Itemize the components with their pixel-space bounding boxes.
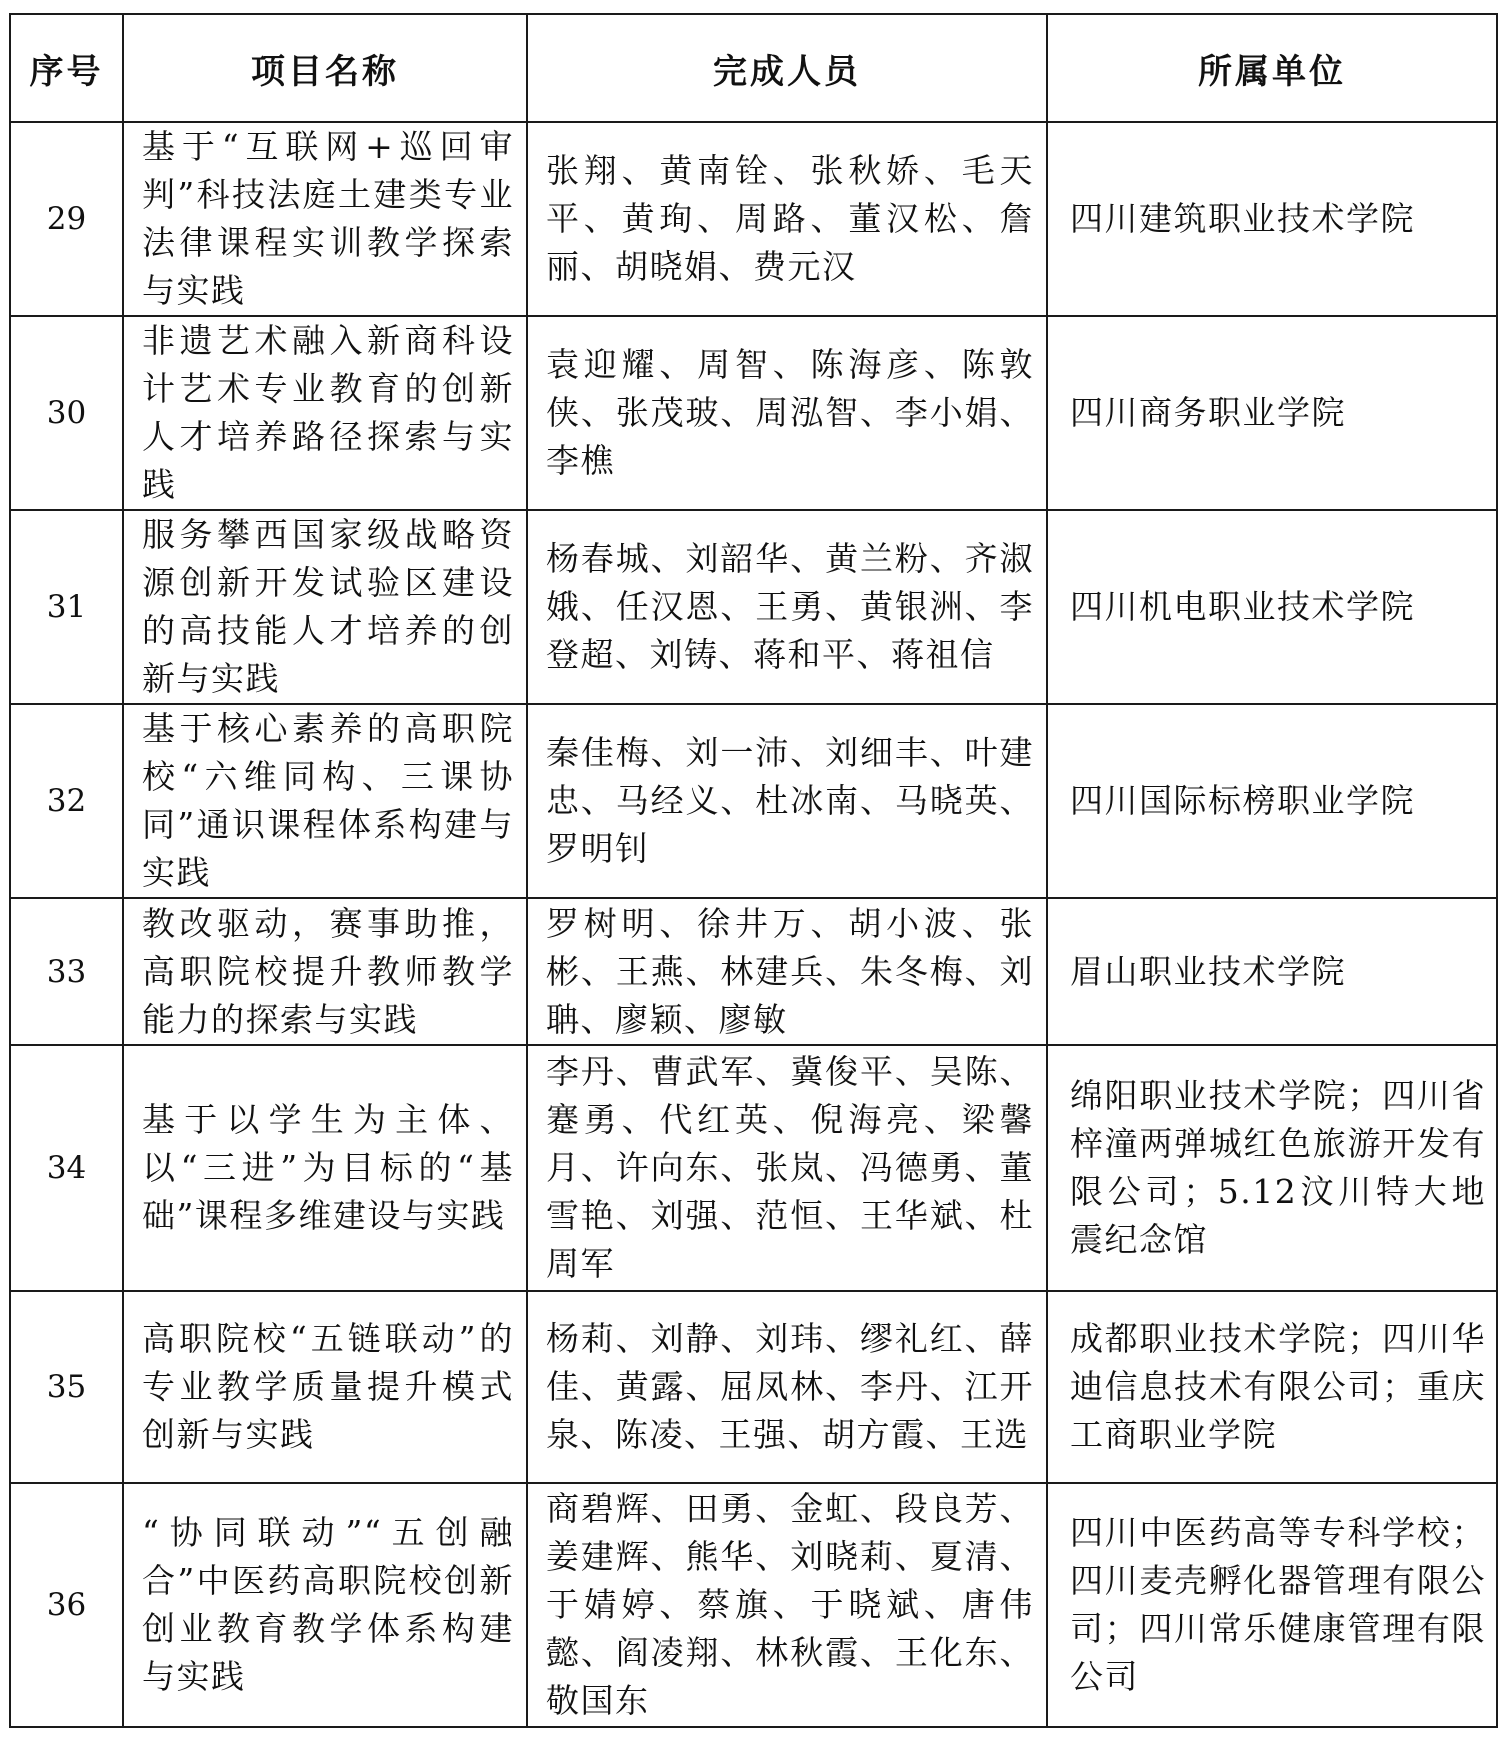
row-seq: 34 xyxy=(10,1045,123,1291)
table-row xyxy=(10,1045,1497,1291)
row-members: 杨莉、刘静、刘玮、缪礼红、薛佳、黄露、屈凤林、李丹、江开泉、陈凌、王强、胡方霞、王选 xyxy=(527,1291,1047,1483)
row-project-name: 教改驱动，赛事助推，高职院校提升教师教学能力的探索与实践 xyxy=(123,898,527,1045)
header-unit: 所属单位 xyxy=(1047,14,1497,122)
row-project-name: 非遗艺术融入新商科设计艺术专业教育的创新人才培养路径探索与实践 xyxy=(123,316,527,510)
row-seq: 33 xyxy=(10,898,123,1045)
row-seq: 31 xyxy=(10,510,123,704)
row-members: 李丹、曹武军、冀俊平、吴陈、蹇勇、代红英、倪海亮、梁馨月、许向东、张岚、冯德勇、董雪艳、刘强、范恒、王华斌、杜周军 xyxy=(527,1045,1047,1291)
row-unit: 四川机电职业技术学院 xyxy=(1047,510,1497,704)
table-row xyxy=(10,1483,1497,1727)
row-project-name: “协同联动”“五创融合”中医药高职院校创新创业教育教学体系构建与实践 xyxy=(123,1483,527,1727)
row-seq: 36 xyxy=(10,1483,123,1727)
row-seq: 30 xyxy=(10,316,123,510)
header-row xyxy=(10,14,1497,122)
row-unit: 成都职业技术学院；四川华迪信息技术有限公司；重庆工商职业学院 xyxy=(1047,1291,1497,1483)
table-row xyxy=(10,122,1497,316)
row-project-name: 基于以学生为主体、以“三进”为目标的“基础”课程多维建设与实践 xyxy=(123,1045,527,1291)
award-table xyxy=(9,13,1498,1728)
row-unit: 绵阳职业技术学院；四川省梓潼两弹城红色旅游开发有限公司；5.12汶川特大地震纪念馆 xyxy=(1047,1045,1497,1291)
row-members: 杨春城、刘韶华、黄兰粉、齐淑娥、任汉恩、王勇、黄银洲、李登超、刘铸、蒋和平、蒋祖信 xyxy=(527,510,1047,704)
row-unit: 四川建筑职业技术学院 xyxy=(1047,122,1497,316)
row-members: 商碧辉、田勇、金虹、段良芳、姜建辉、熊华、刘晓莉、夏清、于婧婷、蔡旗、于晓斌、唐伟懿、阎凌翔、林秋霞、王化东、敬国东 xyxy=(527,1483,1047,1727)
row-unit: 四川国际标榜职业学院 xyxy=(1047,704,1497,898)
header-members: 完成人员 xyxy=(527,14,1047,122)
table-row xyxy=(10,510,1497,704)
row-members: 袁迎耀、周智、陈海彦、陈敦侠、张茂玻、周泓智、李小娟、李樵 xyxy=(527,316,1047,510)
table-row xyxy=(10,898,1497,1045)
row-members: 秦佳梅、刘一沛、刘细丰、叶建忠、马经义、杜冰南、马晓英、罗明钊 xyxy=(527,704,1047,898)
row-seq: 32 xyxy=(10,704,123,898)
row-project-name: 基于“互联网+巡回审判”科技法庭土建类专业法律课程实训教学探索与实践 xyxy=(123,122,527,316)
header-project-name: 项目名称 xyxy=(123,14,527,122)
table-row xyxy=(10,704,1497,898)
row-members: 罗树明、徐井万、胡小波、张彬、王燕、林建兵、朱冬梅、刘聃、廖颖、廖敏 xyxy=(527,898,1047,1045)
row-seq: 35 xyxy=(10,1291,123,1483)
row-members: 张翔、黄南铨、张秋娇、毛天平、黄珣、周路、董汉松、詹丽、胡晓娟、费元汉 xyxy=(527,122,1047,316)
header-seq: 序号 xyxy=(10,14,123,122)
row-project-name: 服务攀西国家级战略资源创新开发试验区建设的高技能人才培养的创新与实践 xyxy=(123,510,527,704)
table-row xyxy=(10,316,1497,510)
row-seq: 29 xyxy=(10,122,123,316)
row-project-name: 基于核心素养的高职院校“六维同构、三课协同”通识课程体系构建与实践 xyxy=(123,704,527,898)
row-project-name: 高职院校“五链联动”的专业教学质量提升模式创新与实践 xyxy=(123,1291,527,1483)
table-row xyxy=(10,1291,1497,1483)
row-unit: 四川中医药高等专科学校；四川麦壳孵化器管理有限公司；四川常乐健康管理有限公司 xyxy=(1047,1483,1497,1727)
row-unit: 眉山职业技术学院 xyxy=(1047,898,1497,1045)
row-unit: 四川商务职业学院 xyxy=(1047,316,1497,510)
